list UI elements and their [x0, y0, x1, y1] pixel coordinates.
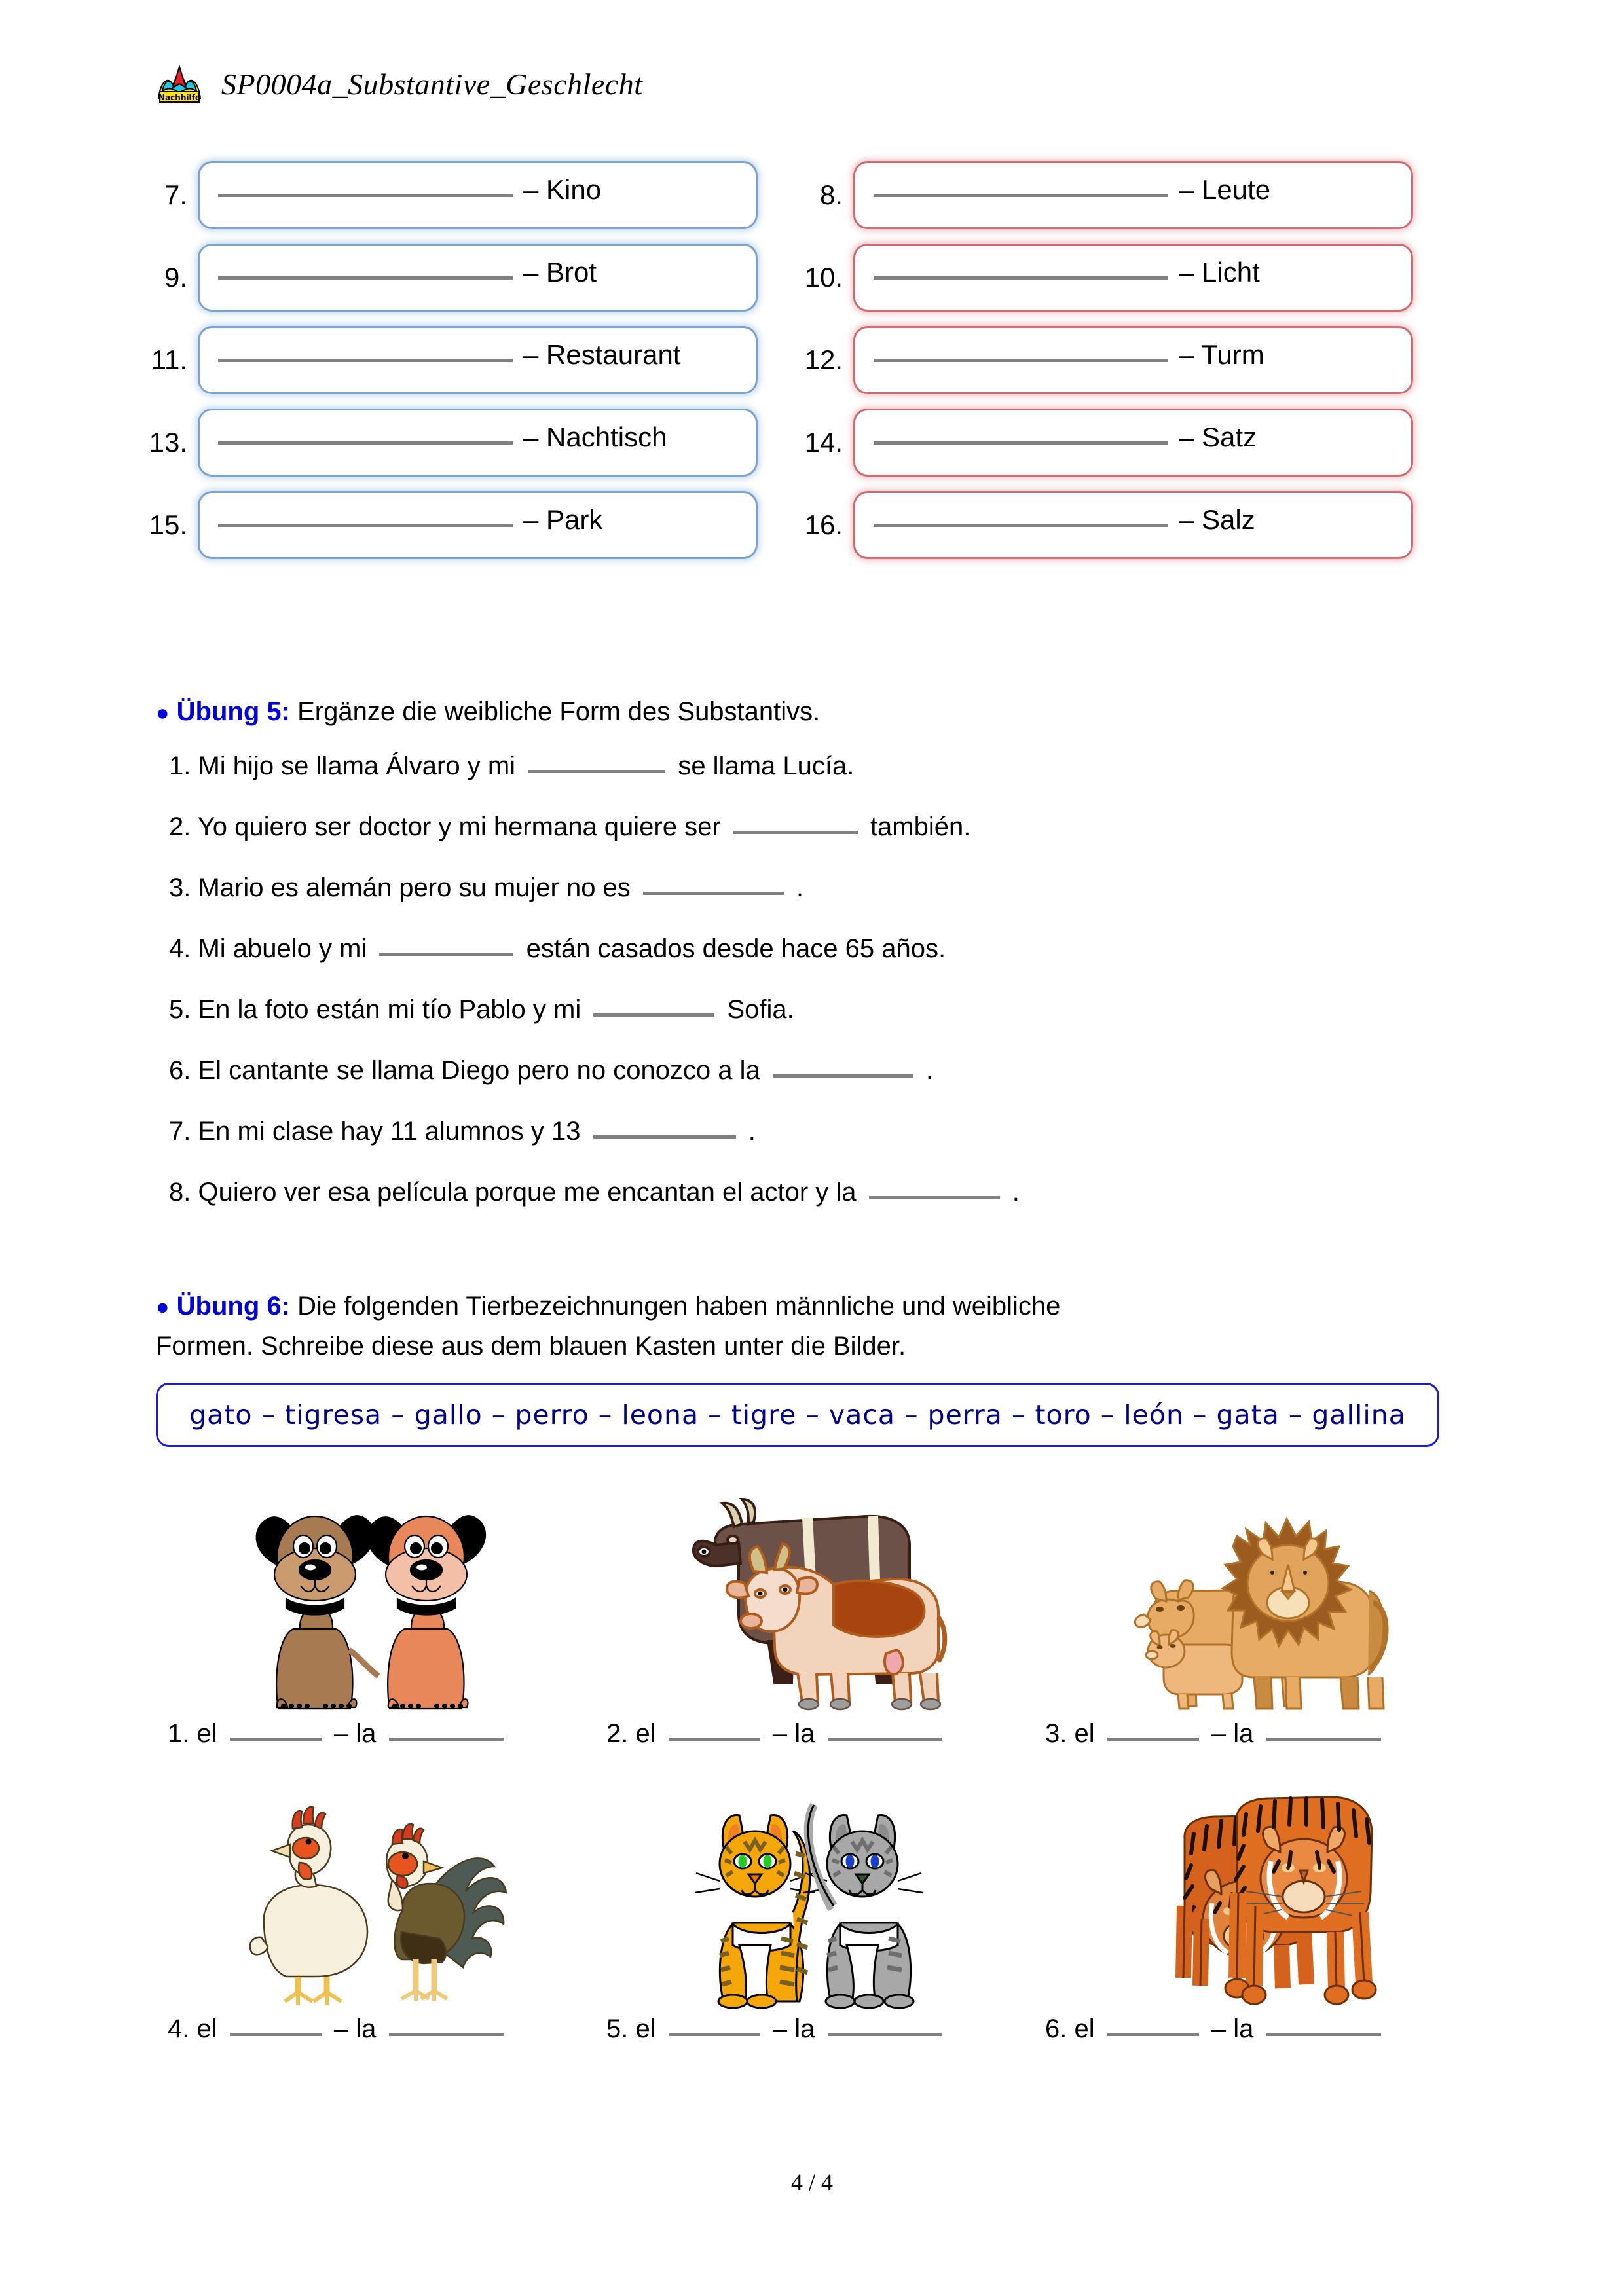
answer-blank-male[interactable]: [1107, 1738, 1199, 1741]
dash: –: [772, 1719, 788, 1748]
dash: –: [333, 1719, 349, 1748]
item-number: 1.: [169, 752, 191, 780]
item-number: 15.: [149, 509, 187, 540]
sentence-before: Mi hijo se llama Álvaro y mi: [198, 752, 516, 780]
answer-blank[interactable]: [379, 953, 513, 956]
answer-blank-male[interactable]: [669, 2033, 760, 2036]
exercise4-row: [124, 491, 1506, 559]
sentence-before: Yo quiero ser doctor y mi hermana quiere ser: [197, 812, 721, 841]
sentence-before: En mi clase hay 11 alumnos y 13: [198, 1117, 581, 1146]
exercise6-heading: [156, 1286, 1469, 1366]
answer-blank[interactable]: [874, 359, 1168, 362]
item-number: 2.: [169, 812, 191, 841]
sentence-after: también.: [870, 812, 971, 841]
item-number: 7.: [164, 179, 187, 210]
page-title: SP0004a_Substantive_Geschlecht: [221, 67, 643, 101]
answer-blank-female[interactable]: [389, 2033, 504, 2036]
chickens-picture: [156, 1768, 595, 2011]
answer-box-16[interactable]: [853, 491, 1413, 559]
animal-answer-line: [1033, 1719, 1472, 1749]
exercise6-label: Übung 6:: [176, 1292, 290, 1321]
item-number: 3.: [1045, 1719, 1067, 1748]
answer-blank[interactable]: [874, 524, 1168, 527]
exercise4-row: [124, 409, 1506, 477]
tigers-picture: [1033, 1768, 1472, 2011]
svg-text:Nachhilfe: Nachhilfe: [158, 93, 200, 102]
exercise5-item: [169, 812, 1479, 842]
female-article: la: [356, 2014, 377, 2043]
answer-blank-female[interactable]: [389, 1738, 504, 1741]
word-bank-text: gato – tigresa – gallo – perro – leona – tigre – vaca – perra – toro – león – gata – gallina: [189, 1399, 1406, 1430]
female-article: la: [1233, 1719, 1254, 1748]
exercise5-item: [169, 752, 1479, 781]
noun-label: – Salz: [1179, 504, 1255, 535]
animal-answer-line: [156, 2014, 595, 2044]
bullet-icon: ●: [156, 700, 170, 725]
animal-cell: [595, 1768, 1033, 2044]
answer-box-11[interactable]: [198, 326, 758, 394]
answer-box-12[interactable]: [853, 326, 1413, 394]
sentence-after: Sofia.: [727, 995, 794, 1024]
nachhilfe-mountain-logo: [155, 63, 204, 105]
answer-blank-female[interactable]: [828, 2033, 942, 2036]
noun-label: – Turm: [1179, 339, 1264, 370]
exercise6-instruction-line2: Formen. Schreibe diese aus dem blauen Kasten unter die Bilder.: [156, 1331, 906, 1360]
answer-blank[interactable]: [869, 1196, 1000, 1199]
exercise5-instruction: Ergänze die weibliche Form des Substantivs.: [297, 697, 821, 726]
sentence-after: están casados desde hace 65 años.: [526, 934, 946, 963]
answer-box-7[interactable]: [198, 161, 758, 229]
male-article: el: [1074, 2014, 1095, 2043]
item-number: 6.: [1045, 2014, 1067, 2043]
item-number: 12.: [804, 344, 843, 375]
item-number: 1.: [168, 1719, 190, 1748]
item-number: 4.: [168, 2014, 190, 2043]
animal-cell: [1033, 1473, 1472, 1749]
noun-label: – Leute: [1179, 174, 1271, 205]
exercise4-grid: [124, 161, 1506, 574]
sentence-before: En la foto están mi tío Pablo y mi: [198, 995, 581, 1024]
page-number: 4 / 4: [790, 2169, 833, 2195]
exercise4-row: [124, 326, 1506, 394]
answer-blank[interactable]: [218, 194, 513, 197]
answer-blank[interactable]: [593, 1135, 736, 1139]
item-number: 11.: [151, 344, 187, 375]
animal-answer-line: [1033, 2014, 1472, 2044]
male-article: el: [1074, 1719, 1095, 1748]
item-number: 3.: [169, 873, 191, 902]
answer-blank[interactable]: [218, 276, 513, 280]
answer-blank-male[interactable]: [1107, 2033, 1199, 2036]
answer-box-14[interactable]: [853, 409, 1413, 477]
exercise4-row: [124, 161, 1506, 229]
answer-blank[interactable]: [218, 359, 513, 362]
noun-label: – Satz: [1179, 422, 1257, 452]
answer-blank-male[interactable]: [230, 2033, 322, 2036]
sentence-before: Quiero ver esa película porque me encantan el actor y la: [198, 1178, 857, 1207]
item-number: 9.: [164, 262, 187, 293]
male-article: el: [196, 1719, 217, 1748]
item-number: 6.: [169, 1056, 191, 1085]
animal-row: [156, 1473, 1472, 1749]
answer-box-8[interactable]: [853, 161, 1413, 229]
answer-blank[interactable]: [874, 276, 1168, 280]
exercise5-item: [169, 1117, 1479, 1146]
page-footer: [0, 2168, 1624, 2196]
item-number: 16.: [804, 509, 843, 540]
male-article: el: [635, 2014, 656, 2043]
sentence-after: .: [796, 873, 804, 902]
answer-box-9[interactable]: [198, 244, 758, 312]
item-number: 14.: [804, 427, 843, 458]
dash: –: [1211, 1719, 1227, 1748]
animal-picture-grid: [156, 1473, 1472, 2044]
dogs-picture: [156, 1473, 595, 1715]
sentence-before: Mario es alemán pero su mujer no es: [198, 873, 631, 902]
answer-box-13[interactable]: [198, 409, 758, 477]
exercise5-items: [169, 752, 1479, 1239]
answer-blank-male[interactable]: [669, 1738, 760, 1741]
female-article: la: [356, 1719, 377, 1748]
animal-answer-line: [595, 1719, 1033, 1749]
noun-label: – Kino: [523, 174, 602, 205]
noun-label: – Nachtisch: [523, 422, 667, 452]
answer-blank[interactable]: [218, 524, 513, 527]
item-number: 4.: [169, 934, 191, 963]
item-number: 8.: [819, 179, 843, 210]
exercise6-instruction-line1: Die folgenden Tierbezeichnungen haben männliche und weibliche: [297, 1292, 1061, 1321]
noun-label: – Brot: [523, 257, 597, 287]
sentence-after: .: [926, 1056, 934, 1085]
animal-cell: [1033, 1768, 1472, 2044]
sentence-before: Mi abuelo y mi: [198, 934, 367, 963]
sentence-before: El cantante se llama Diego pero no conozco a la: [198, 1056, 760, 1085]
item-number: 8.: [169, 1178, 191, 1207]
item-number: 2.: [606, 1719, 629, 1748]
sentence-after: se llama Lucía.: [678, 752, 855, 780]
cattle-picture: [595, 1473, 1033, 1715]
answer-blank[interactable]: [773, 1074, 913, 1078]
exercise5-item: [169, 1056, 1479, 1085]
exercise5-heading: [156, 693, 820, 731]
answer-blank[interactable]: [643, 892, 784, 895]
answer-blank-female[interactable]: [1266, 1738, 1381, 1741]
female-article: la: [794, 2014, 815, 2043]
item-number: 7.: [169, 1117, 191, 1146]
male-article: el: [196, 2014, 217, 2043]
item-number: 13.: [149, 427, 187, 458]
animal-row: [156, 1768, 1472, 2044]
answer-box-10[interactable]: [853, 244, 1413, 312]
answer-blank[interactable]: [874, 194, 1168, 197]
noun-label: – Licht: [1179, 257, 1260, 287]
dash: –: [772, 2014, 788, 2043]
sentence-after: .: [1012, 1178, 1020, 1207]
animal-cell: [595, 1473, 1033, 1749]
exercise4-row: [124, 244, 1506, 312]
page-header: [155, 63, 643, 105]
animal-cell: [156, 1768, 595, 2044]
female-article: la: [794, 1719, 815, 1748]
exercise5-item: [169, 934, 1479, 964]
exercise5-label: Übung 5:: [176, 697, 290, 726]
noun-label: – Park: [523, 504, 603, 535]
exercise5-item: [169, 873, 1479, 903]
answer-blank-female[interactable]: [1266, 2033, 1381, 2036]
answer-blank[interactable]: [528, 770, 665, 773]
item-number: 10.: [804, 262, 843, 293]
item-number: 5.: [169, 995, 191, 1024]
dash: –: [333, 2014, 349, 2043]
animal-answer-line: [156, 1719, 595, 1749]
answer-blank[interactable]: [218, 441, 513, 445]
bullet-icon: ●: [156, 1294, 170, 1320]
noun-label: – Restaurant: [523, 339, 681, 370]
exercise5-item: [169, 1178, 1479, 1207]
item-number: 5.: [606, 2014, 629, 2043]
cats-picture: [595, 1768, 1033, 2011]
male-article: el: [635, 1719, 656, 1748]
female-article: la: [1233, 2014, 1254, 2043]
lions-picture: [1033, 1473, 1472, 1715]
answer-blank-male[interactable]: [230, 1738, 322, 1741]
sentence-after: .: [748, 1117, 756, 1146]
answer-blank[interactable]: [874, 441, 1168, 445]
answer-blank[interactable]: [733, 831, 858, 834]
answer-blank-female[interactable]: [828, 1738, 942, 1741]
answer-blank[interactable]: [593, 1013, 714, 1017]
animal-cell: [156, 1473, 595, 1749]
word-bank-box: [156, 1383, 1439, 1447]
dash: –: [1211, 2014, 1227, 2043]
exercise5-item: [169, 995, 1479, 1025]
animal-answer-line: [595, 2014, 1033, 2044]
answer-box-15[interactable]: [198, 491, 758, 559]
